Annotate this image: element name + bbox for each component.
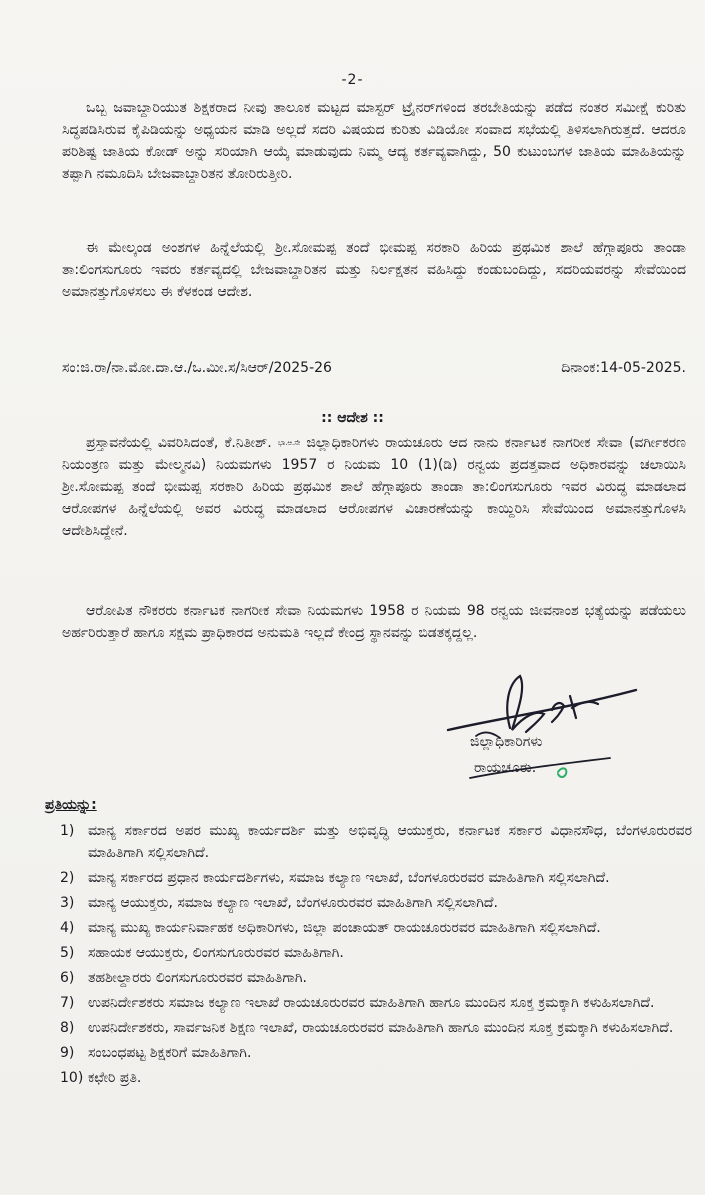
paragraph-1: ಒಬ್ಬ ಜವಾಬ್ದಾರಿಯುತ ಶಿಕ್ಷಕರಾದ ನೀವು ತಾಲೂಕ ಮಟ್ಟದ ಮಾಸ್ಟರ್ ಟ್ರೈನರ್‌ಗಳಿಂದ ತರಬೇತಿಯನ್ನು ಪಡೆದ ನಂತರ ಸಮೀಕ್ಷೆ ಕುರಿತು ಸಿದ್ಧಪಡಿಸಿರುವ ಕೈಪಿಡಿಯನ್ನು ಅಧ್ಯಯನ ಮಾಡಿ ಅಲ್ಲದೆ ಸದರಿ ವಿಷಯದ ಕುರಿತು ವಿಡಿಯೋ ಸಂವಾದ ಸಭೆಯಲ್ಲಿ ತಿಳಿಸಲಾಗಿರುತ್ತದೆ. ಆದರೂ ಪರಿಶಿಷ್ಟ ಜಾತಿಯ ಕೋಡ್ ಅನ್ನು ಸರಿಯಾಗಿ ಆಯ್ಕೆ ಮಾಡುವುದು ನಿಮ್ಮ ಆದ್ಯ ಕರ್ತವ್ಯವಾಗಿದ್ದು, 50 ಕುಟುಂಬಗಳ ಜಾತಿಯ ಮಾಹಿತಿಯನ್ನು ತಪ್ಪಾಗಿ ನಮೂದಿಸಿ ಬೇಜವಾಬ್ದಾರಿತನ ತೋರಿರುತ್ತೀರಿ. — [62, 100, 686, 182]
copy-number: 9) — [60, 1045, 75, 1061]
reference-number: ಸಂ:ಜಿ.ರಾ/ನಾ.ಮೋ.ದಾ.ಆ./ಒ.ಮೀ.ಸ/ಸಿಆರ್/2025-26 — [62, 360, 332, 376]
copies-heading: ಪ್ರತಿಯನ್ನು: — [45, 797, 97, 813]
order-paragraph-rest: ಜಿಲ್ಲಾಧಿಕಾರಿಗಳು ರಾಯಚೂರು ಆದ ನಾನು ಕರ್ನಾಟಕ ನಾಗರೀಕ ಸೇವಾ (ವರ್ಗೀಕರಣ ನಿಯಂತ್ರಣ ಮತ್ತು ಮೇಲ್ಮನವಿ) ನಿಯಮಗಳು 1957 ರ ನಿಯಮ 10 (1)(ಡಿ) ರನ್ವಯ ಪ್ರದತ್ತವಾದ ಅಧಿಕಾರವನ್ನು ಚಲಾಯಿಸಿ ಶ್ರೀ.ಸೋಮಪ್ಪ ತಂದೆ ಭೀಮಪ್ಪ ಸರಕಾರಿ ಹಿರಿಯ ಪ್ರಥಮಿಕ ಶಾಲೆ ಹೆಗ್ಗಾಪೂರು ತಾಂಡಾ ತಾ:ಲಿಂಗಸುಗೂರು ಇವರ ವಿರುದ್ಧ ಮಾಡಲಾದ ಆರೋಪಗಳ ಹಿನ್ನೆಲೆಯಲ್ಲಿ ಅವರ ವಿರುದ್ಧ ಮಾಡಲಾದ ಆರೋಪಗಳ ವಿಚಾರಣೆಯನ್ನು ಕಾಯ್ದಿರಿಸಿ ಸೇವೆಯಿಂದ ಅಮಾನತ್ತುಗೊಳಸಿ ಆದೇಶಿಸಿದ್ದೇನೆ. — [62, 435, 686, 539]
copies-list — [60, 820, 692, 1092]
copy-item-1 — [60, 820, 692, 864]
order-heading: :: ಆದೇಶ :: — [321, 410, 384, 426]
copy-text: ಉಪನಿರ್ದೇಶಕರು, ಸಾರ್ವಜನಿಕ ಶಿಕ್ಷಣ ಇಲಾಖೆ, ರಾಯಚೂರುರವರ ಮಾಹಿತಿಗಾಗಿ ಹಾಗೂ ಮುಂದಿನ ಸೂಕ್ತ ಕ್ರಮಕ್ಕಾಗಿ ಕಳುಹಿಸಲಾಗಿದೆ. — [88, 1020, 674, 1036]
copy-item-10 — [60, 1067, 692, 1089]
copy-number: 4) — [60, 920, 75, 936]
copy-text: ತಹಶೀಲ್ದಾರರು ಲಿಂಗಸುಗೂರುರವರ ಮಾಹಿತಿಗಾಗಿ. — [88, 970, 307, 986]
copy-number: 8) — [60, 1020, 75, 1036]
copy-item-4 — [60, 917, 692, 939]
copy-item-2 — [60, 867, 692, 889]
copy-item-7 — [60, 992, 692, 1014]
copy-text: ಮಾನ್ಯ ಸರ್ಕಾರದ ಅಪರ ಮುಖ್ಯ ಕಾರ್ಯದರ್ಶಿ ಮತ್ತು ಅಭಿವೃದ್ಧಿ ಆಯುಕ್ತರು, ಕರ್ನಾಟಕ ಸರ್ಕಾರ ವಿಧಾನಸೌಧ, ಬೆಂಗಳೂರುರವರ ಮಾಹಿತಿಗಾಗಿ ಸಲ್ಲಿಸಲಾಗಿದೆ. — [88, 823, 692, 861]
copy-text: ಸಂಬಂಧಪಟ್ಟ ಶಿಕ್ಷಕರಿಗೆ ಮಾಹಿತಿಗಾಗಿ. — [88, 1045, 252, 1061]
copy-number: 10) — [60, 1070, 84, 1086]
copy-number: 7) — [60, 995, 75, 1011]
signatory-title: ಜಿಲ್ಲಾಧಿಕಾರಿಗಳು — [470, 734, 543, 750]
order-paragraph — [62, 432, 686, 542]
copy-number: 6) — [60, 970, 75, 986]
order-paragraph-start: ಪ್ರಸ್ತಾವನೆಯಲ್ಲಿ ವಿವರಿಸಿದಂತೆ, ಕೆ.ನಿತೀಶ್. — [86, 435, 272, 451]
signature-mark — [440, 666, 650, 786]
copy-text: ಸಹಾಯಕ ಆಯುಕ್ತರು, ಲಿಂಗಸುಗೂರುರವರ ಮಾಹಿತಿಗಾಗಿ. — [88, 945, 344, 961]
copy-number: 2) — [60, 870, 75, 886]
copy-text: ಮಾನ್ಯ ಆಯುಕ್ತರು, ಸಮಾಜ ಕಲ್ಯಾಣ ಇಲಾಖೆ, ಬೆಂಗಳೂರುರವರ ಮಾಹಿತಿಗಾಗಿ ಸಲ್ಲಿಸಲಾಗಿದೆ. — [88, 895, 498, 911]
copy-item-9 — [60, 1042, 692, 1064]
copy-item-6 — [60, 967, 692, 989]
signature-block — [440, 666, 650, 786]
copy-item-5 — [60, 942, 692, 964]
allowance-paragraph: ಆರೋಪಿತ ನೌಕರರು ಕರ್ನಾಟಕ ನಾಗರೀಕ ಸೇವಾ ನಿಯಮಗಳು 1958 ರ ನಿಯಮ 98 ರನ್ವಯ ಜೀವನಾಂಶ ಭತ್ಯೆಯನ್ನು ಪಡೆಯಲು ಅರ್ಹರಿರುತ್ತಾರೆ ಹಾಗೂ ಸಕ್ಷಮ ಪ್ರಾಧಿಕಾರದ ಅನುಮತಿ ಇಲ್ಲದೆ ಕೇಂದ್ರ ಸ್ಥಾನವನ್ನು ಬಿಡತಕ್ಕದ್ದಲ್ಲ. — [62, 603, 686, 641]
copy-text: ಮಾನ್ಯ ಸರ್ಕಾರದ ಪ್ರಧಾನ ಕಾರ್ಯದರ್ಶಿಗಳು, ಸಮಾಜ ಕಲ್ಯಾಣ ಇಲಾಖೆ, ಬೆಂಗಳೂರುರವರ ಮಾಹಿತಿಗಾಗಿ ಸಲ್ಲಿಸಲಾಗಿದೆ. — [88, 870, 610, 886]
copy-number: 1) — [60, 823, 75, 839]
copy-text: ಕಛೇರಿ ಪ್ರತಿ. — [88, 1070, 142, 1086]
reference-line — [62, 360, 686, 384]
page-number: -2- — [341, 72, 364, 88]
copy-item-8 — [60, 1017, 692, 1039]
paragraph-2: ಈ ಮೇಲ್ಕಂಡ ಅಂಶಗಳ ಹಿನ್ನೆಲೆಯಲ್ಲಿ ಶ್ರೀ.ಸೋಮಪ್ಪ ತಂದೆ ಭೀಮಪ್ಪ ಸರಕಾರಿ ಹಿರಿಯ ಪ್ರಥಮಿಕ ಶಾಲೆ ಹೆಗ್ಗಾಪೂರು ತಾಂಡಾ ತಾ:ಲಿಂಗಸುಗೂರು ಇವರು ಕರ್ತವ್ಯದಲ್ಲಿ ಬೇಜವಾಬ್ದಾರಿತನ ಮತ್ತು ನಿರ್ಲಕ್ಷತನ ವಹಿಸಿದ್ದು ಕಂಡುಬಂದಿದ್ದು, ಸದರಿಯವರನ್ನು ಸೇವೆಯಿಂದ ಅಮಾನತ್ತುಗೊಳಸಲು ಈ ಕೆಳಕಂಡ ಆದೇಶ. — [62, 240, 686, 300]
copy-item-3 — [60, 892, 692, 914]
copy-text: ಮಾನ್ಯ ಮುಖ್ಯ ಕಾರ್ಯನಿರ್ವಾಹಕ ಅಧಿಕಾರಿಗಳು, ಜಿಲ್ಲಾ ಪಂಚಾಯತ್ ರಾಯಚೂರುರವರ ಮಾಹಿತಿಗಾಗಿ ಸಲ್ಲಿಸಲಾಗಿದೆ. — [88, 920, 601, 936]
reference-date: ದಿನಾಂಕ:14-05-2025. — [561, 360, 686, 376]
service-tag: ಭಾ.ಆ.ಸೇ — [277, 439, 301, 447]
copy-text: ಉಪನಿರ್ದೇಶಕರು ಸಮಾಜ ಕಲ್ಯಾಣ ಇಲಾಖೆ ರಾಯಚೂರುರವರ ಮಾಹಿತಿಗಾಗಿ ಹಾಗೂ ಮುಂದಿನ ಸೂಕ್ತ ಕ್ರಮಕ್ಕಾಗಿ ಕಳುಹಿಸಲಾಗಿದೆ. — [88, 995, 655, 1011]
copy-number: 3) — [60, 895, 75, 911]
signatory-place: ರಾಯಚೂರು. — [474, 760, 537, 776]
copy-number: 5) — [60, 945, 75, 961]
